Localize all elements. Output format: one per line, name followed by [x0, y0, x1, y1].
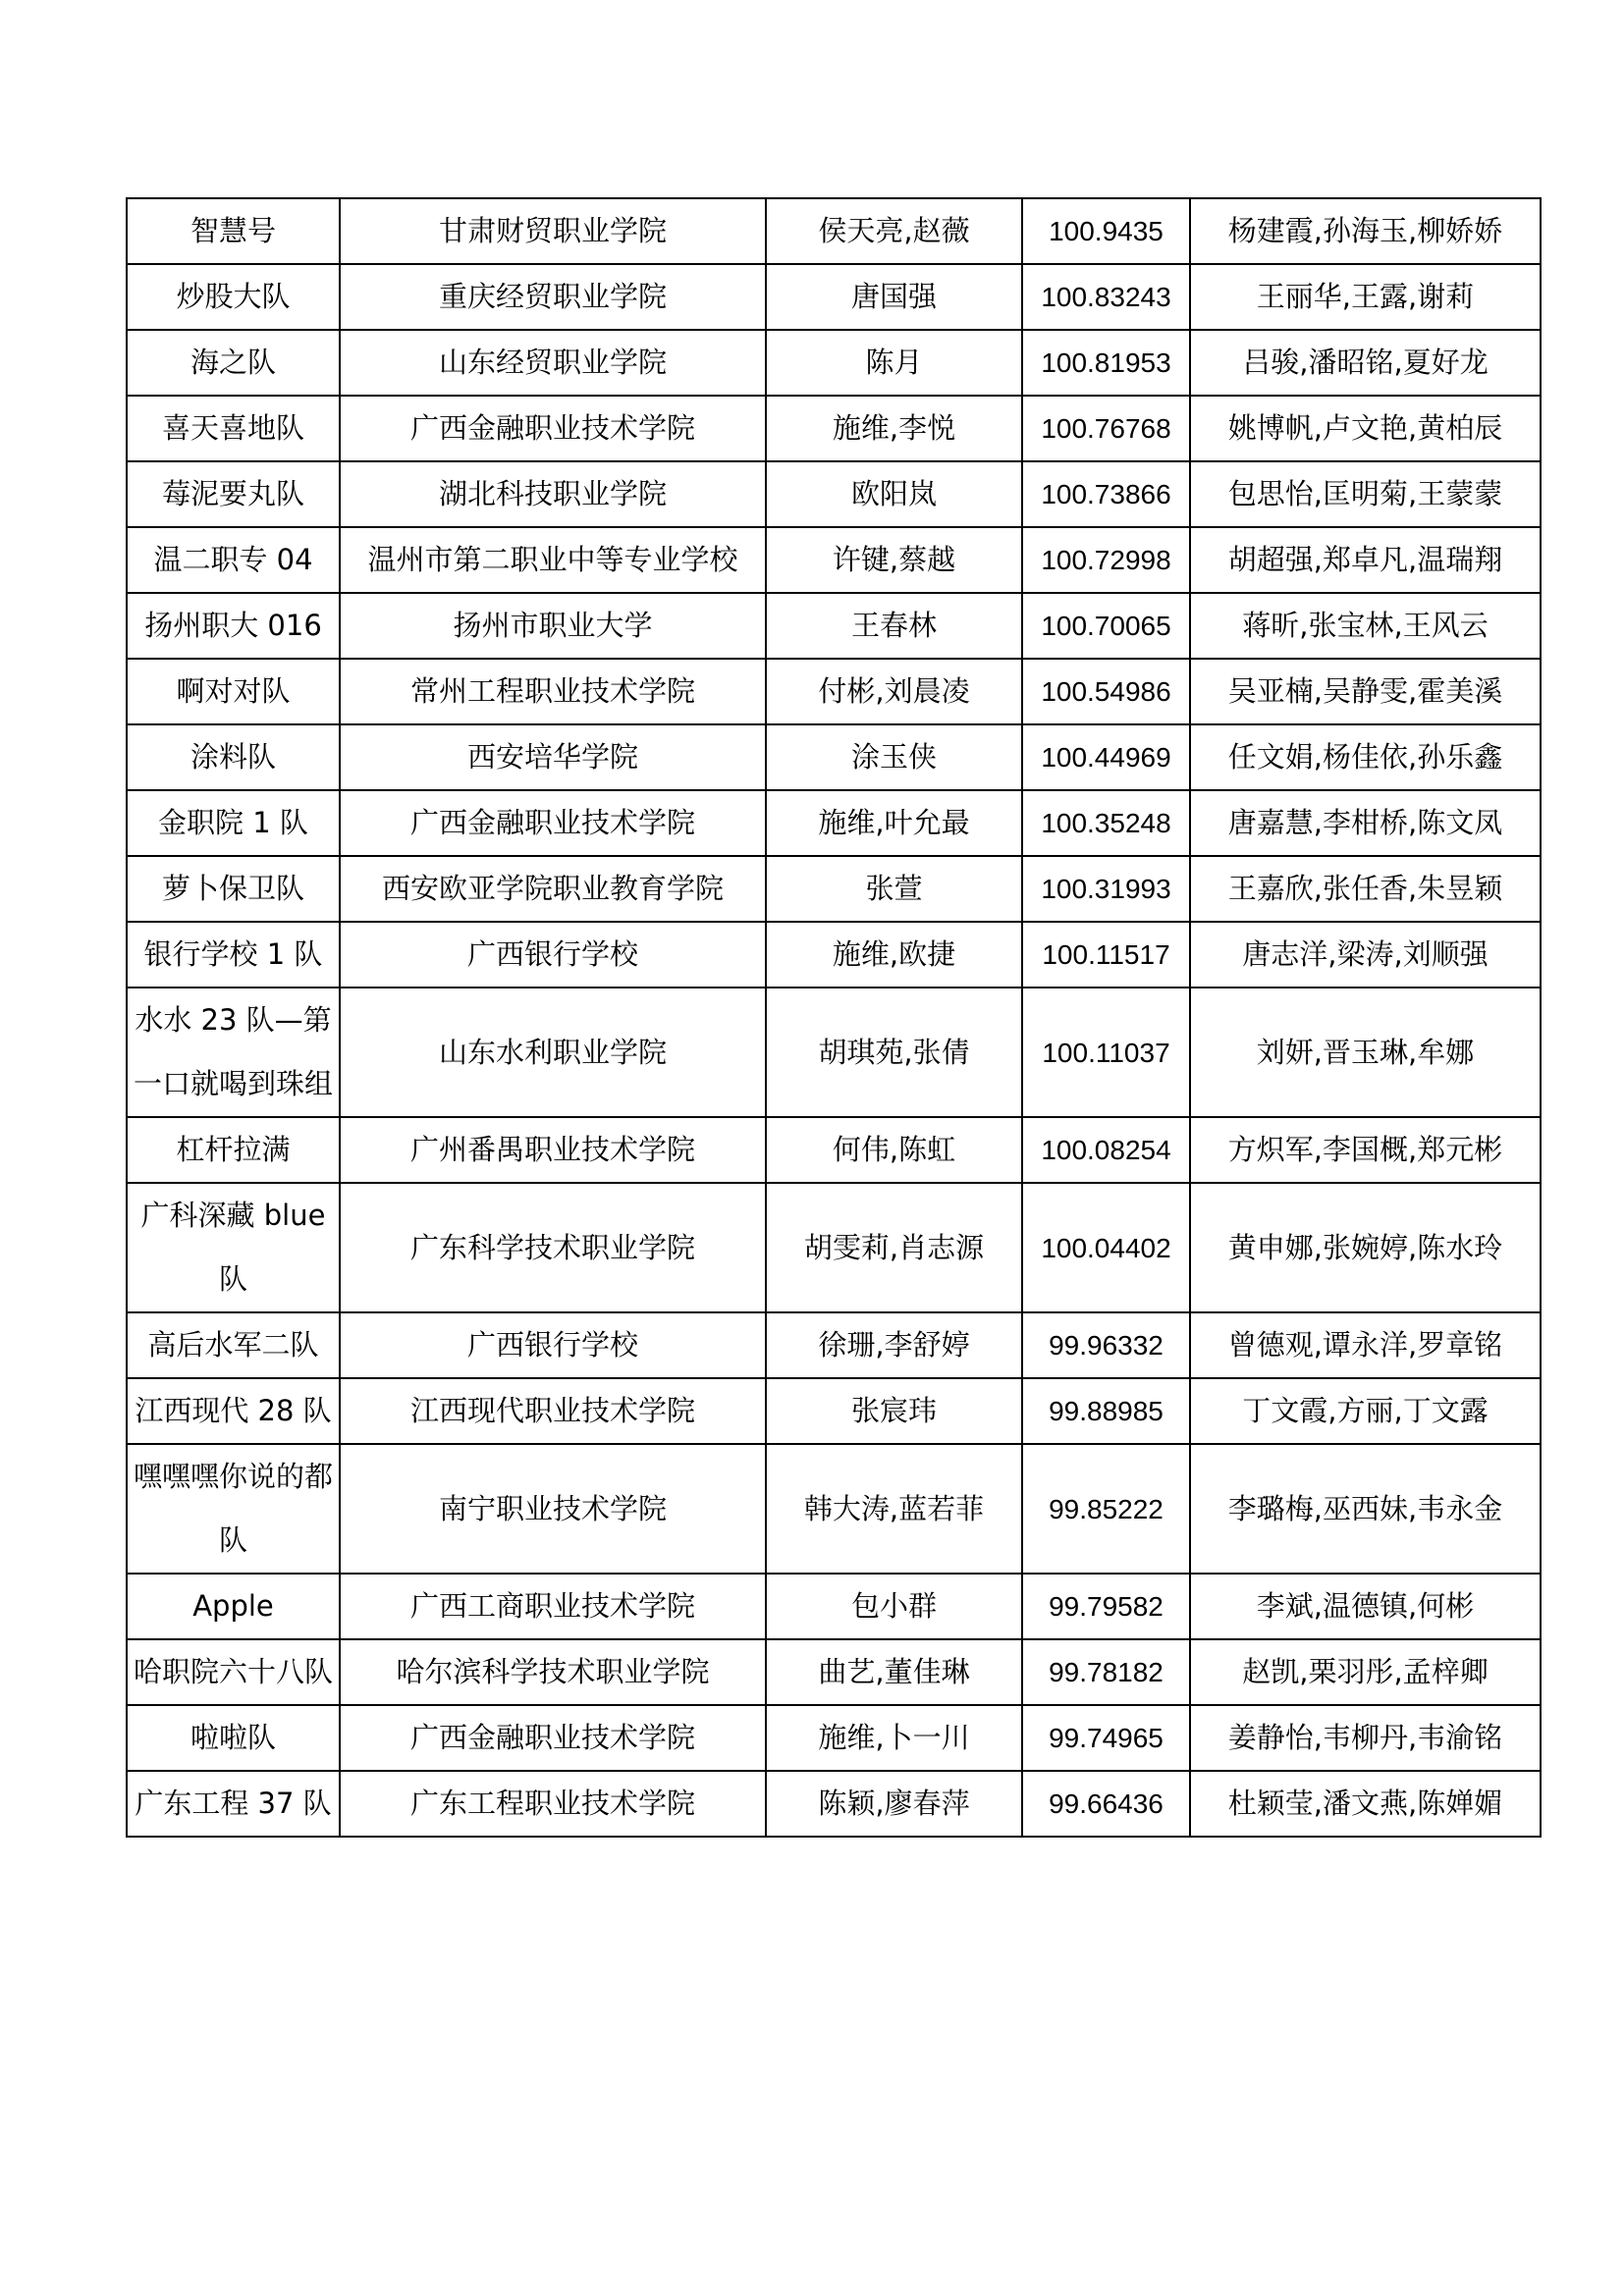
- advisors-cell: 施维,李悦: [766, 396, 1022, 461]
- school-cell: 江西现代职业技术学院: [340, 1378, 766, 1444]
- team-name-cell: 啦啦队: [127, 1705, 340, 1771]
- score-cell: 100.11517: [1022, 922, 1190, 988]
- school-cell: 广东科学技术职业学院: [340, 1183, 766, 1312]
- team-name-cell: 萝卜保卫队: [127, 856, 340, 922]
- score-cell: 99.88985: [1022, 1378, 1190, 1444]
- school-cell: 广西金融职业技术学院: [340, 790, 766, 856]
- team-name-cell: Apple: [127, 1574, 340, 1639]
- table-row: [127, 724, 1541, 790]
- advisors-cell: 施维,叶允最: [766, 790, 1022, 856]
- members-cell: 王丽华,王露,谢莉: [1190, 264, 1541, 330]
- advisors-cell: 付彬,刘晨凌: [766, 659, 1022, 724]
- members-cell: 李斌,温德镇,何彬: [1190, 1574, 1541, 1639]
- advisors-cell: 韩大涛,蓝若菲: [766, 1444, 1022, 1574]
- score-cell: 100.08254: [1022, 1117, 1190, 1183]
- members-cell: 吕骏,潘昭铭,夏好龙: [1190, 330, 1541, 396]
- table-row: [127, 659, 1541, 724]
- members-cell: 李璐梅,巫西妹,韦永金: [1190, 1444, 1541, 1574]
- table-row: [127, 1117, 1541, 1183]
- score-cell: 100.04402: [1022, 1183, 1190, 1312]
- members-cell: 赵凯,栗羽彤,孟梓卿: [1190, 1639, 1541, 1705]
- school-cell: 广西银行学校: [340, 922, 766, 988]
- team-name-cell: 莓泥要丸队: [127, 461, 340, 527]
- advisors-cell: 施维,欧捷: [766, 922, 1022, 988]
- school-cell: 西安欧亚学院职业教育学院: [340, 856, 766, 922]
- advisors-cell: 侯天亮,赵薇: [766, 198, 1022, 264]
- school-cell: 南宁职业技术学院: [340, 1444, 766, 1574]
- advisors-cell: 胡雯莉,肖志源: [766, 1183, 1022, 1312]
- score-cell: 100.31993: [1022, 856, 1190, 922]
- team-name-cell: 金职院 1 队: [127, 790, 340, 856]
- score-cell: 99.79582: [1022, 1574, 1190, 1639]
- school-cell: 温州市第二职业中等专业学校: [340, 527, 766, 593]
- team-name-cell: 涂料队: [127, 724, 340, 790]
- members-cell: 曾德观,谭永洋,罗章铭: [1190, 1312, 1541, 1378]
- school-cell: 常州工程职业技术学院: [340, 659, 766, 724]
- members-cell: 方炽军,李国概,郑元彬: [1190, 1117, 1541, 1183]
- team-name-cell: 广东工程 37 队: [127, 1771, 340, 1837]
- members-cell: 唐志洋,梁涛,刘顺强: [1190, 922, 1541, 988]
- school-cell: 山东经贸职业学院: [340, 330, 766, 396]
- school-cell: 扬州市职业大学: [340, 593, 766, 659]
- school-cell: 广西金融职业技术学院: [340, 1705, 766, 1771]
- members-cell: 杜颖莹,潘文燕,陈婵媚: [1190, 1771, 1541, 1837]
- results-sheet: [126, 197, 1540, 1838]
- advisors-cell: 欧阳岚: [766, 461, 1022, 527]
- members-cell: 刘妍,晋玉琳,牟娜: [1190, 988, 1541, 1117]
- members-cell: 杨建霞,孙海玉,柳娇娇: [1190, 198, 1541, 264]
- team-name-cell: 江西现代 28 队: [127, 1378, 340, 1444]
- school-cell: 广东工程职业技术学院: [340, 1771, 766, 1837]
- members-cell: 姜静怡,韦柳丹,韦渝铭: [1190, 1705, 1541, 1771]
- team-name-cell: 嘿嘿嘿你说的都队: [127, 1444, 340, 1574]
- score-cell: 100.73866: [1022, 461, 1190, 527]
- table-row: [127, 988, 1541, 1117]
- table-row: [127, 856, 1541, 922]
- advisors-cell: 何伟,陈虹: [766, 1117, 1022, 1183]
- team-name-cell: 广科深藏 blue 队: [127, 1183, 340, 1312]
- score-cell: 100.81953: [1022, 330, 1190, 396]
- table-row: [127, 330, 1541, 396]
- table-row: [127, 527, 1541, 593]
- table-row: [127, 1312, 1541, 1378]
- score-cell: 99.85222: [1022, 1444, 1190, 1574]
- advisors-cell: 徐珊,李舒婷: [766, 1312, 1022, 1378]
- score-cell: 100.11037: [1022, 988, 1190, 1117]
- members-cell: 任文娟,杨佳依,孙乐鑫: [1190, 724, 1541, 790]
- score-cell: 99.66436: [1022, 1771, 1190, 1837]
- score-cell: 100.9435: [1022, 198, 1190, 264]
- table-row: [127, 198, 1541, 264]
- table-row: [127, 264, 1541, 330]
- school-cell: 甘肃财贸职业学院: [340, 198, 766, 264]
- team-name-cell: 高后水军二队: [127, 1312, 340, 1378]
- table-row: [127, 1378, 1541, 1444]
- table-row: [127, 593, 1541, 659]
- school-cell: 广州番禺职业技术学院: [340, 1117, 766, 1183]
- table-row: [127, 1771, 1541, 1837]
- score-cell: 100.83243: [1022, 264, 1190, 330]
- advisors-cell: 陈月: [766, 330, 1022, 396]
- table-row: [127, 922, 1541, 988]
- advisors-cell: 张宸玮: [766, 1378, 1022, 1444]
- score-cell: 100.35248: [1022, 790, 1190, 856]
- members-cell: 姚博帆,卢文艳,黄柏辰: [1190, 396, 1541, 461]
- school-cell: 广西金融职业技术学院: [340, 396, 766, 461]
- members-cell: 黄申娜,张婉婷,陈水玲: [1190, 1183, 1541, 1312]
- table-row: [127, 1444, 1541, 1574]
- table-row: [127, 790, 1541, 856]
- advisors-cell: 唐国强: [766, 264, 1022, 330]
- advisors-cell: 包小群: [766, 1574, 1022, 1639]
- team-name-cell: 扬州职大 016: [127, 593, 340, 659]
- score-cell: 100.54986: [1022, 659, 1190, 724]
- score-cell: 100.70065: [1022, 593, 1190, 659]
- advisors-cell: 胡琪苑,张倩: [766, 988, 1022, 1117]
- team-name-cell: 杠杆拉满: [127, 1117, 340, 1183]
- members-cell: 王嘉欣,张任香,朱昱颖: [1190, 856, 1541, 922]
- score-cell: 99.78182: [1022, 1639, 1190, 1705]
- team-name-cell: 银行学校 1 队: [127, 922, 340, 988]
- school-cell: 山东水利职业学院: [340, 988, 766, 1117]
- score-cell: 99.74965: [1022, 1705, 1190, 1771]
- team-name-cell: 喜天喜地队: [127, 396, 340, 461]
- school-cell: 哈尔滨科学技术职业学院: [340, 1639, 766, 1705]
- members-cell: 吴亚楠,吴静雯,霍美溪: [1190, 659, 1541, 724]
- school-cell: 广西工商职业技术学院: [340, 1574, 766, 1639]
- table-row: [127, 1639, 1541, 1705]
- table-row: [127, 1183, 1541, 1312]
- table-row: [127, 1574, 1541, 1639]
- score-cell: 100.72998: [1022, 527, 1190, 593]
- score-cell: 100.44969: [1022, 724, 1190, 790]
- team-name-cell: 啊对对队: [127, 659, 340, 724]
- members-cell: 蒋昕,张宝林,王风云: [1190, 593, 1541, 659]
- advisors-cell: 许键,蔡越: [766, 527, 1022, 593]
- team-name-cell: 智慧号: [127, 198, 340, 264]
- team-name-cell: 温二职专 04: [127, 527, 340, 593]
- results-table: [126, 197, 1542, 1838]
- team-name-cell: 炒股大队: [127, 264, 340, 330]
- advisors-cell: 陈颖,廖春萍: [766, 1771, 1022, 1837]
- advisors-cell: 施维,卜一川: [766, 1705, 1022, 1771]
- table-row: [127, 1705, 1541, 1771]
- members-cell: 丁文霞,方丽,丁文露: [1190, 1378, 1541, 1444]
- team-name-cell: 水水 23 队—第一口就喝到珠组: [127, 988, 340, 1117]
- score-cell: 99.96332: [1022, 1312, 1190, 1378]
- members-cell: 胡超强,郑卓凡,温瑞翔: [1190, 527, 1541, 593]
- results-table-body: [127, 198, 1541, 1837]
- members-cell: 唐嘉慧,李柑桥,陈文凤: [1190, 790, 1541, 856]
- team-name-cell: 哈职院六十八队: [127, 1639, 340, 1705]
- team-name-cell: 海之队: [127, 330, 340, 396]
- advisors-cell: 王春林: [766, 593, 1022, 659]
- score-cell: 100.76768: [1022, 396, 1190, 461]
- school-cell: 重庆经贸职业学院: [340, 264, 766, 330]
- members-cell: 包思怡,匡明菊,王蒙蒙: [1190, 461, 1541, 527]
- advisors-cell: 曲艺,董佳琳: [766, 1639, 1022, 1705]
- table-row: [127, 461, 1541, 527]
- school-cell: 湖北科技职业学院: [340, 461, 766, 527]
- school-cell: 西安培华学院: [340, 724, 766, 790]
- advisors-cell: 涂玉侠: [766, 724, 1022, 790]
- school-cell: 广西银行学校: [340, 1312, 766, 1378]
- table-row: [127, 396, 1541, 461]
- advisors-cell: 张萱: [766, 856, 1022, 922]
